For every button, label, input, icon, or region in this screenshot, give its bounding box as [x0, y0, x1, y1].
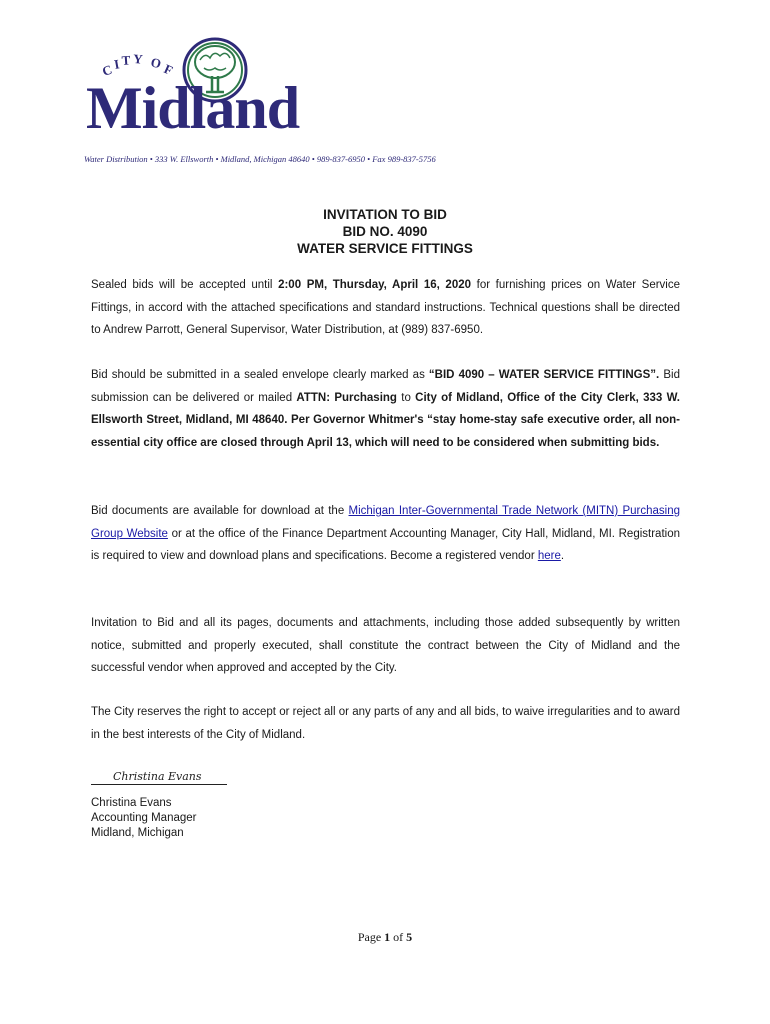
signer-location: Midland, Michigan — [91, 827, 184, 839]
svg-text:Y: Y — [132, 51, 144, 67]
svg-text:O: O — [149, 54, 163, 72]
signer-block — [91, 796, 196, 841]
signature-script: Christina Evans — [113, 770, 202, 783]
paragraph-reservation: The City reserves the right to accept or reject all or any parts of any and all bids, to waive irregularities and to award in the best interests of the City of Midland. — [91, 706, 680, 741]
title-bid-number: BID NO. 4090 — [342, 224, 428, 239]
signer-name: Christina Evans — [91, 797, 172, 809]
title-invitation: INVITATION TO BID — [323, 207, 447, 222]
paragraph-submission: Bid should be submitted in a sealed envelope clearly marked as “BID 4090 – WATER SERVICE FITTINGS”. Bid submission can be delivered or mailed ATTN: Purchasing to City of Midland, Office of the City Clerk, 333 W. Ellsworth Street, Midland, MI 48640. Per Governor Whitmer's “stay home-stay safe executive order, all non-essential city office are closed through April 13, which will need to be considered when submitting bids. — [91, 369, 680, 449]
signer-title: Accounting Manager — [91, 812, 197, 824]
document-title-block — [0, 206, 770, 257]
logo-arc-text: C — [100, 61, 114, 79]
deadline-date: 2:00 PM, Thursday, April 16, 2020 — [278, 279, 472, 291]
svg-text:T: T — [121, 52, 131, 68]
logo-wordmark: Midland — [86, 75, 300, 141]
svg-text:I: I — [112, 56, 121, 72]
mitn-website-link[interactable]: Michigan Inter-Governmental Trade Network (MITN) Purchasing Group Website — [91, 505, 681, 540]
page-number: Page 1 of 5 — [357, 930, 413, 944]
paragraph-contract: Invitation to Bid and all its pages, documents and attachments, including those added subsequently by written notice, submitted and properly executed, shall constitute the contract between the City of Midland and the successful vendor when approved and accepted by the City. — [91, 617, 680, 674]
letterhead-contact-line: Water Distribution • 333 W. Ellsworth • Midland, Michigan 48640 • 989-837-6950 • Fax 989-837-5756 — [84, 154, 436, 164]
paragraph-documents: Bid documents are available for download at the Michigan Inter-Governmental Trade Network (MITN) Purchasing Group Website or at the office of the Finance Department Accounting Manager, City Hall, Midland, MI. Registration is required to view and download plans and specifications. Become a registered vendor here. — [91, 505, 681, 562]
title-subject: WATER SERVICE FITTINGS — [297, 241, 473, 256]
svg-text:F: F — [161, 61, 176, 78]
paragraph-deadline: Sealed bids will be accepted until 2:00 PM, Thursday, April 16, 2020 for furnishing prices on Water Service Fittings, in accord with the attached specifications and standard instructions. Technical questions shall be directed to Andrew Parrott, General Supervisor, Water Distribution, at (989) 837-6950. — [91, 279, 680, 336]
register-vendor-link[interactable]: here — [537, 550, 561, 562]
